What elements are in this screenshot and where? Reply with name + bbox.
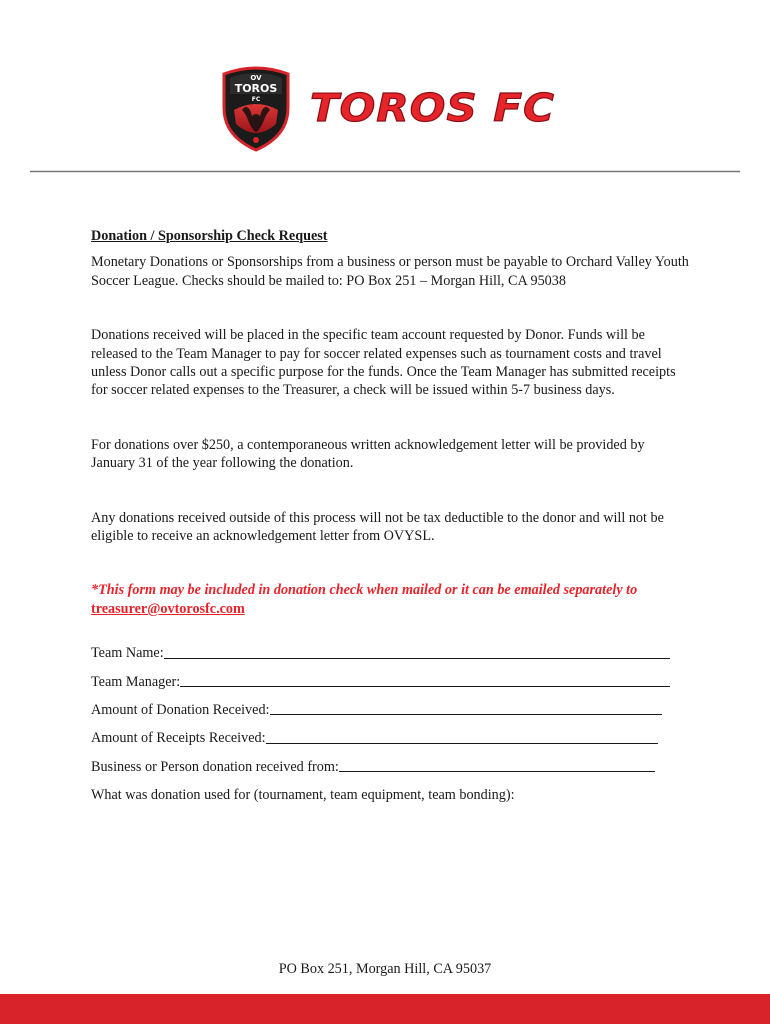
donation-use-question xyxy=(91,776,691,804)
field-line[interactable] xyxy=(266,729,658,744)
footer-address: PO Box 251, Morgan Hill, CA 95037 xyxy=(278,961,492,977)
wordmark: TOROS FC xyxy=(310,86,555,130)
field-label: Amount of Receipts Received: xyxy=(91,730,266,747)
receipts-amount-field[interactable] xyxy=(91,719,691,747)
email-note xyxy=(91,581,691,618)
field-label: Business or Person donation received from: xyxy=(91,758,339,775)
paragraph-acknowledgement: For donations over $250, a contemporaneous written acknowledgement letter will be provided by January 31 of the year following the donation. xyxy=(91,436,645,472)
email-note-text: *This form may be included in donation check when mailed or it can be emailed separately to xyxy=(91,582,638,599)
paragraph-account: Donations received will be placed in the specific team account requested by Donor. Funds will be released to the Team Manager to pay for soccer related expenses such as tournament costs and travel unless Donor calls out a specific purpose for the funds. Once the Team Manager has submitted receipts for soccer related expenses to the Treasurer, a check will be issued within 5-7 business days. xyxy=(91,327,676,399)
shield-emblem xyxy=(224,68,288,150)
field-label: Team Name: xyxy=(91,645,164,662)
svg-text:OV: OV xyxy=(250,74,262,82)
team-name-field[interactable] xyxy=(91,634,691,662)
treasurer-email-link[interactable]: treasurer@ovtorosfc.com xyxy=(91,600,245,617)
team-manager-field[interactable] xyxy=(91,663,691,691)
toros-fc-logo xyxy=(216,64,561,152)
paragraph-payable: Monetary Donations or Sponsorships from a business or person must be payable to Orchard Valley Youth Soccer League. Checks should be mailed to: PO Box 251 – Morgan Hill, CA 95038 xyxy=(91,254,689,289)
field-line[interactable] xyxy=(164,644,670,659)
header-divider xyxy=(30,170,740,173)
paragraph-tax: Any donations received outside of this process will not be tax deductible to the donor and will not be eligible to receive an acknowledgement letter from OVYSL. xyxy=(91,509,664,545)
document-title: Donation / Sponsorship Check Request xyxy=(91,228,328,244)
footer-bar xyxy=(0,994,770,1024)
svg-text:FC: FC xyxy=(251,96,261,103)
donor-field[interactable] xyxy=(91,748,691,776)
field-label: Amount of Donation Received: xyxy=(91,702,270,719)
donation-amount-field[interactable] xyxy=(91,691,691,719)
question-label: What was donation used for (tournament, team equipment, team bonding): xyxy=(91,787,515,804)
field-label: Team Manager: xyxy=(91,673,181,690)
field-line[interactable] xyxy=(339,757,655,772)
field-line[interactable] xyxy=(270,700,662,715)
svg-text:TOROS: TOROS xyxy=(234,82,278,95)
document-body xyxy=(91,227,691,805)
field-line[interactable] xyxy=(180,672,670,687)
